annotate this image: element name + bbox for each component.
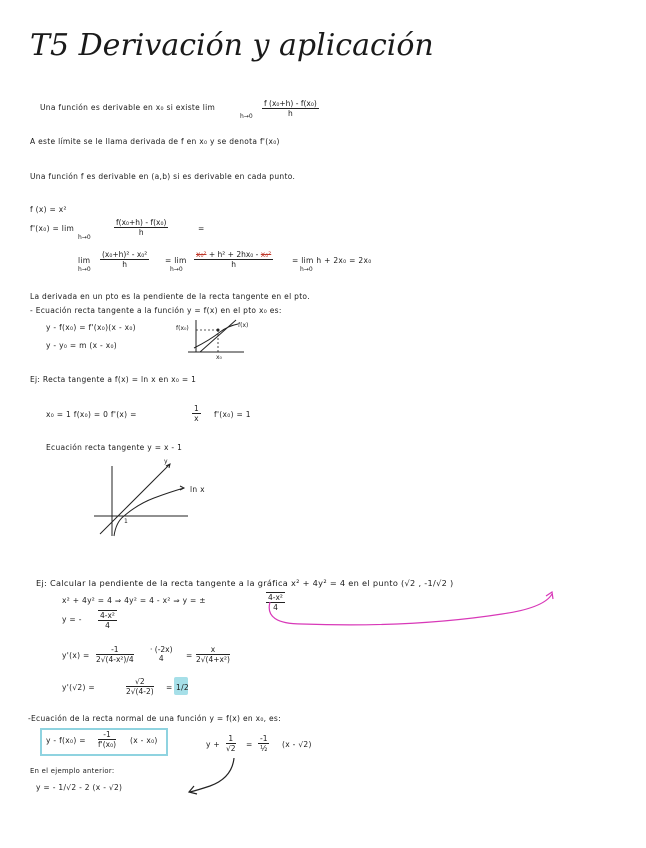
lnx-graph [92, 458, 202, 540]
example-row2-frac2 [194, 250, 273, 269]
graph-label-1: 1 [124, 518, 128, 525]
example-row2-frac-num: (x₀+h)² - x₀² [102, 250, 148, 259]
ej2-deriv-label: y'(x) = [62, 651, 90, 660]
ej2-sqrt2 [98, 610, 117, 630]
graph-label-fx0: f(x₀) [176, 325, 189, 332]
normal-right-frac-den: √2 [226, 744, 236, 753]
definition-fraction-den: h [288, 109, 293, 118]
ej2-d-frac2-den: 2√(4+x²) [196, 655, 230, 664]
black-arrow [186, 756, 242, 798]
ej2-d-mid-num: · (-2x) [150, 645, 173, 654]
ej2-line1: x² + 4y² = 4 ⇒ 4y² = 4 - x² ⇒ y = ± [62, 596, 206, 605]
normal-boxed-frac-num: -1 [98, 730, 116, 740]
example-row2-frac [100, 250, 149, 269]
ej1-frac [192, 404, 201, 423]
example-row2-frac2-den: h [231, 260, 236, 269]
ej2-d-eq: = [186, 651, 193, 660]
ej2-eval-frac [126, 677, 154, 696]
example-row2-frac-den: h [122, 260, 128, 269]
pendiente-text: La derivada en un pto es la pendiente de la recta tangente en el pto. [30, 292, 310, 301]
ej2-eval-label: y'(√2) = [62, 683, 95, 692]
normal-right-frac-num: 1 [226, 734, 236, 744]
ejemplo-eq: y = - 1/√2 - 2 (x - √2) [36, 783, 123, 792]
ej1-row-end: f'(x₀) = 1 [214, 410, 251, 419]
example-lim-sub: h→0 [78, 234, 91, 241]
ej2-d-frac2-num: x [196, 645, 230, 655]
ej2-eval-den: 2√(4-2) [126, 687, 154, 696]
graph-label-lnx: ln x [190, 485, 205, 494]
page-title: T5 Derivación y aplicación [30, 28, 434, 63]
ej2-sqrt1-den: 4 [273, 603, 278, 612]
tangente-eq2: y - y₀ = m (x - x₀) [46, 341, 118, 350]
cancelled-term-b: x₀² [260, 250, 272, 259]
definition-fraction [262, 99, 319, 118]
tangente-eq1: y - f(x₀) = f'(x₀)(x - x₀) [46, 323, 136, 332]
example-row2-eq-lim: = lim [165, 256, 187, 265]
ej2-heading: Ej: Calcular la pendiente de la recta tangente a la gráfica x² + 4y² = 4 en el punto (√2 , -1/√2 ) [36, 578, 454, 588]
example-row2-frac2-num [194, 250, 273, 260]
normal-heading: -Ecuación de la recta normal de una función y = f(x) en x₀, es: [28, 714, 281, 723]
normal-right-tail: (x - √2) [282, 740, 312, 749]
ej2-line2: y = - [62, 615, 82, 624]
ej2-sqrt2-den: 4 [105, 621, 110, 630]
frac2-middle: + h² + 2hx₀ - [208, 250, 259, 259]
example-frac1-num: f(x₀+h) - f(x₀) [116, 218, 167, 227]
example-fx: f (x) = x² [30, 205, 67, 214]
ej2-d-frac2 [196, 645, 230, 664]
normal-boxed-frac-den: f'(x₀) [98, 740, 116, 749]
example-row2-sub3: h→0 [300, 266, 313, 273]
example-row2-lim: lim [78, 256, 91, 265]
ej2-d-mid [148, 645, 175, 663]
ejemplo-label: En el ejemplo anterior: [30, 767, 115, 775]
normal-boxed-tail: (x - x₀) [130, 736, 158, 745]
ej2-sqrt2-num: 4-x² [100, 611, 115, 620]
example-row2-result: = lim h + 2x₀ = 2x₀ [292, 256, 372, 265]
normal-right-frac2 [258, 734, 269, 753]
ej2-d-frac1 [96, 645, 134, 664]
ej2-d-mid-den: 4 [158, 654, 164, 663]
example-frac1 [114, 218, 168, 237]
intervalo-text: Una función f es derivable en (a,b) si es derivable en cada punto. [30, 172, 296, 181]
tangente-heading: - Ecuación recta tangente a la función y = f(x) en el pto x₀ es: [30, 306, 282, 315]
graph-label-fx: f(x) [238, 322, 249, 329]
ej2-eval-num: √2 [126, 677, 154, 687]
example-fprime-label: f'(x₀) = lim [30, 224, 75, 233]
cancelled-term-a: x₀² [196, 250, 207, 259]
normal-boxed: y - f(x₀) = [46, 736, 86, 745]
ej1-heading: Ej: Recta tangente a f(x) = ln x en x₀ = 1 [30, 375, 197, 384]
ej1-tangente: Ecuación recta tangente y = x - 1 [46, 443, 183, 452]
ej2-d-frac1-den: 2√(4-x²)/4 [96, 655, 134, 664]
example-row2-sub: h→0 [78, 266, 91, 273]
graph-label-y: y [164, 458, 168, 465]
ej1-frac-den: x [194, 414, 199, 423]
ej2-eval-eq: = [166, 683, 173, 692]
normal-right-eq: y + [206, 740, 221, 749]
normal-boxed-frac [98, 730, 116, 749]
normal-right-frac2-num: -1 [260, 734, 268, 743]
pink-arrow [262, 584, 574, 632]
example-eq: = [198, 224, 205, 233]
example-row2-sub2: h→0 [170, 266, 183, 273]
limite-text: A este límite se le llama derivada de f en x₀ y se denota f'(x₀) [30, 137, 280, 146]
ej1-frac-num: 1 [194, 404, 199, 413]
ej2-d-frac1-num: -1 [96, 645, 134, 655]
definition-text: Una función es derivable en x₀ si existe lim [40, 103, 216, 112]
definition-fraction-num: f (x₀+h) - f(x₀) [264, 99, 317, 108]
normal-right-frac2-den: ½ [260, 744, 268, 753]
ej2-eval-result: 1/2 [176, 683, 189, 692]
ej1-row: x₀ = 1 f(x₀) = 0 f'(x) = [46, 410, 137, 419]
ej2-sqrt1-num: 4-x² [268, 593, 283, 602]
normal-right-frac [226, 734, 236, 753]
graph-label-x0: x₀ [216, 354, 222, 361]
normal-right-eq2: = [246, 740, 253, 749]
example-frac1-den: h [138, 228, 144, 237]
definition-lim-sub: h→0 [240, 113, 253, 120]
